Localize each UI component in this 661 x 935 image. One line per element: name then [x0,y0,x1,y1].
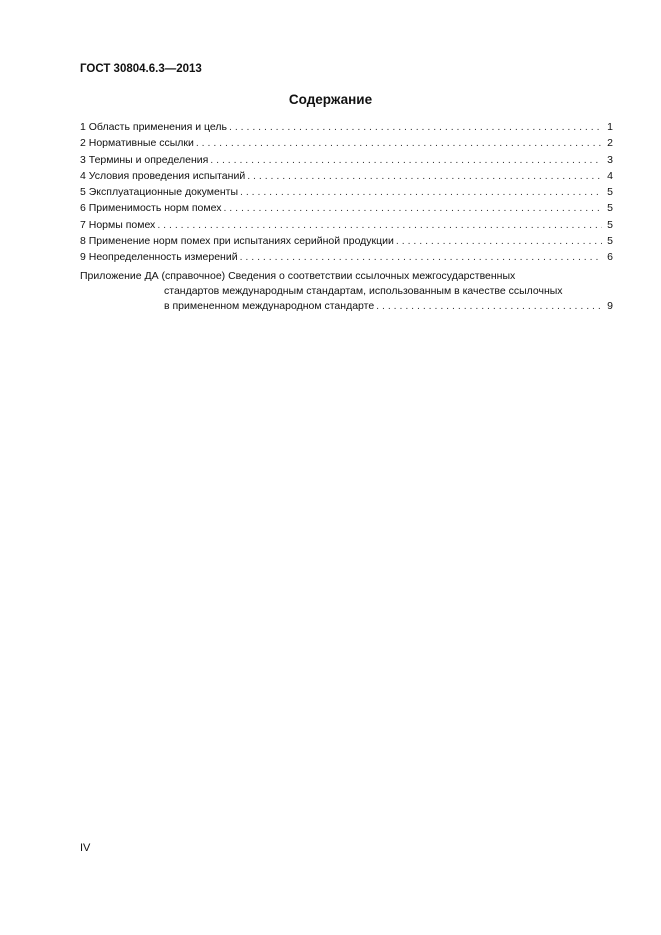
toc-item[interactable] [80,233,613,249]
toc-item-page: 1 [607,121,613,133]
toc-item[interactable] [80,135,613,151]
toc-item-label: 5 Эксплуатационные документы [80,186,238,199]
appendix-title-line: стандартов международным стандартам, использованным в качестве ссылочных [164,284,563,297]
toc-leader-dots [376,299,602,314]
toc-leader-dots [210,152,602,168]
toc-item-label: 1 Область применения и цель [80,121,227,133]
toc-leader-dots [240,249,602,265]
standard-code-header: ГОСТ 30804.6.3—2013 [80,63,202,75]
toc-item-page: 6 [607,251,613,264]
toc-leader-dots [396,233,602,249]
toc-item-page: 5 [607,186,613,199]
toc-item[interactable] [80,184,613,200]
toc-item-label: 3 Термины и определения [80,153,209,166]
toc-item-label: 7 Нормы помех [80,218,156,231]
toc-item[interactable] [80,168,613,184]
toc-leader-dots [223,200,602,216]
toc-item-page: 2 [607,137,613,150]
toc-item[interactable] [80,217,613,233]
toc-item-page: 5 [607,218,613,231]
toc-leader-dots [196,135,602,151]
toc-item-label: 6 Применимость норм помех [80,202,222,215]
toc-item-page: 5 [607,235,613,248]
toc-item-label: 9 Неопределенность измерений [80,251,238,264]
toc-item[interactable] [80,152,613,168]
toc-item[interactable] [80,119,613,135]
toc-item-page: 9 [607,299,613,312]
toc-item-page: 4 [607,169,613,182]
toc-item-label: 8 Применение норм помех при испытаниях серийной продукции [80,235,394,248]
toc-leader-dots [240,184,602,200]
toc-item-label: 4 Условия проведения испытаний [80,169,246,182]
toc-item-page: 5 [607,202,613,215]
appendix-last-line [80,299,613,314]
table-of-contents [80,119,613,314]
toc-leader-dots [229,119,602,135]
appendix-title-line: Приложение ДА (справочное) Сведения о соответствии ссылочных межгосударственных [80,269,516,282]
toc-item[interactable] [80,249,613,265]
page-number: IV [80,842,91,854]
toc-item-label: 2 Нормативные ссылки [80,137,194,150]
toc-title: Содержание [288,92,373,107]
toc-leader-dots [247,168,602,184]
toc-item[interactable] [80,200,613,216]
appendix-title-line: в примененном международном стандарте [164,299,375,312]
toc-leader-dots [157,217,602,233]
toc-appendix-item[interactable] [80,269,613,314]
toc-item-page: 3 [607,153,613,166]
